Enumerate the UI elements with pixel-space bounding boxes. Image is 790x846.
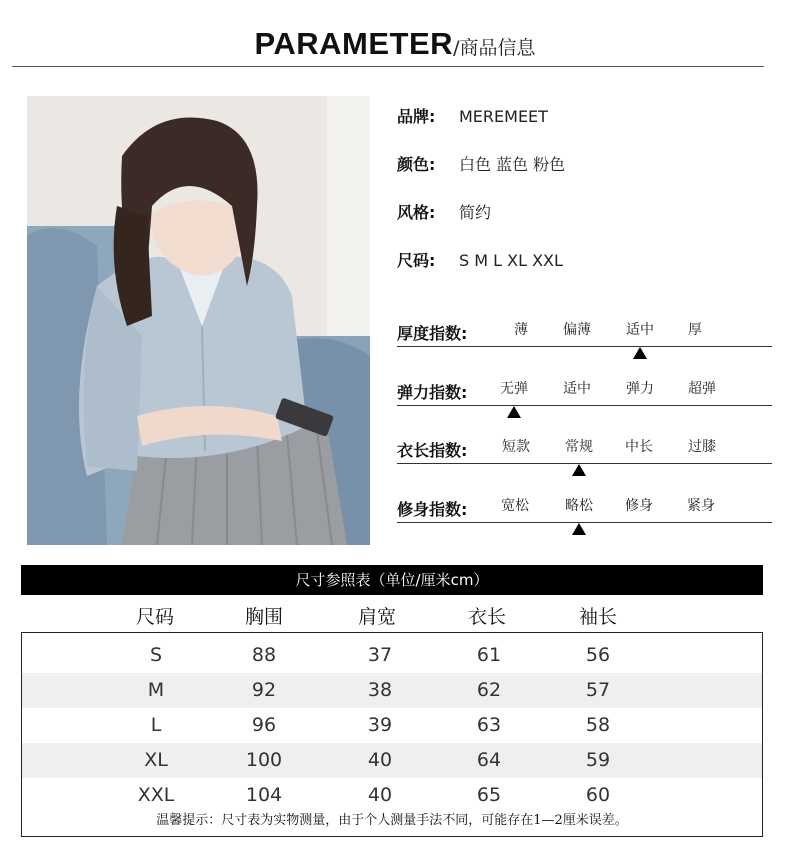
table-row — [22, 708, 762, 743]
index-marker-up-arrow-icon — [572, 464, 586, 476]
index-length — [397, 426, 772, 476]
index-label: 修身指数: — [397, 500, 468, 519]
index-option: 厚 — [688, 322, 702, 338]
info-row-color — [397, 152, 565, 175]
index-option: 超弹 — [688, 381, 716, 397]
index-option: 适中 — [626, 322, 654, 338]
table-cell: 100 — [245, 749, 283, 771]
index-option: 中长 — [625, 439, 653, 455]
info-value: 白色 蓝色 粉色 — [459, 155, 566, 174]
table-cell: 58 — [585, 714, 611, 736]
index-marker-up-arrow-icon — [633, 347, 647, 359]
index-option: 过膝 — [688, 439, 716, 455]
table-cell: 40 — [367, 784, 393, 806]
index-elasticity — [397, 368, 772, 418]
table-cell: 57 — [585, 679, 611, 701]
index-option: 紧身 — [687, 498, 715, 514]
info-value: MEREMEET — [459, 107, 548, 126]
table-cell: 88 — [251, 644, 277, 666]
info-value: 简约 — [459, 203, 492, 222]
page-header — [0, 26, 790, 62]
index-option: 略松 — [565, 498, 593, 514]
index-option: 修身 — [625, 498, 653, 514]
info-value: S M L XL XXL — [459, 251, 563, 270]
table-cell: XL — [144, 749, 168, 771]
product-photo — [27, 96, 370, 545]
table-cell: 64 — [476, 749, 502, 771]
table-header-cell: 尺码 — [135, 606, 174, 628]
table-cell: S — [149, 644, 163, 666]
table-cell: 38 — [367, 679, 393, 701]
index-fit — [397, 485, 772, 535]
table-header-cell: 胸围 — [244, 606, 283, 628]
index-option: 薄 — [514, 322, 528, 338]
table-cell: 61 — [476, 644, 502, 666]
table-cell: 40 — [367, 749, 393, 771]
table-cell: L — [150, 714, 162, 736]
index-option: 无弹 — [500, 381, 528, 397]
info-label: 颜色: — [397, 155, 436, 174]
index-option: 偏薄 — [563, 322, 591, 338]
index-label: 弹力指数: — [397, 383, 468, 402]
table-cell: 63 — [476, 714, 502, 736]
info-label: 尺码: — [397, 251, 436, 270]
table-cell: 56 — [585, 644, 611, 666]
table-cell: 60 — [585, 784, 611, 806]
index-label: 厚度指数: — [397, 324, 468, 343]
table-row — [22, 743, 762, 778]
table-cell: 37 — [367, 644, 393, 666]
index-option: 弹力 — [626, 381, 654, 397]
table-cell: 65 — [476, 784, 502, 806]
table-cell: 96 — [251, 714, 277, 736]
index-option: 常规 — [565, 439, 593, 455]
table-row — [22, 778, 762, 813]
index-marker-up-arrow-icon — [572, 523, 586, 535]
table-cell: M — [147, 679, 165, 701]
table-cell: 59 — [585, 749, 611, 771]
info-row-size — [397, 248, 563, 271]
table-cell: 92 — [251, 679, 277, 701]
size-table — [21, 632, 763, 837]
info-row-style — [397, 200, 491, 223]
page-subtitle: /商品信息 — [453, 37, 536, 59]
info-label: 品牌: — [397, 107, 436, 126]
table-header-cell: 肩宽 — [357, 606, 396, 628]
index-marker-up-arrow-icon — [507, 406, 521, 418]
table-row — [22, 638, 762, 673]
index-option: 短款 — [502, 439, 530, 455]
index-label: 衣长指数: — [397, 441, 468, 460]
index-scale-line — [397, 405, 772, 406]
table-cell: 39 — [367, 714, 393, 736]
size-table-note: 温馨提示：尺寸表为实物测量，由于个人测量手法不同，可能存在1—2厘米误差。 — [156, 813, 628, 828]
table-cell: 104 — [245, 784, 283, 806]
index-thickness — [397, 309, 772, 359]
index-scale-line — [397, 346, 772, 347]
table-header-cell: 衣长 — [467, 606, 506, 628]
info-label: 风格: — [397, 203, 436, 222]
table-row — [22, 673, 762, 708]
info-row-brand — [397, 104, 548, 127]
size-table-title: 尺寸参照表（单位/厘米cm） — [21, 565, 763, 595]
page-title: PARAMETER — [254, 26, 454, 61]
table-cell: 62 — [476, 679, 502, 701]
size-table-header — [21, 600, 763, 630]
index-option: 宽松 — [501, 498, 529, 514]
table-cell: XXL — [137, 784, 175, 806]
header-divider — [12, 66, 764, 67]
index-option: 适中 — [563, 381, 591, 397]
table-header-cell: 袖长 — [578, 606, 617, 628]
